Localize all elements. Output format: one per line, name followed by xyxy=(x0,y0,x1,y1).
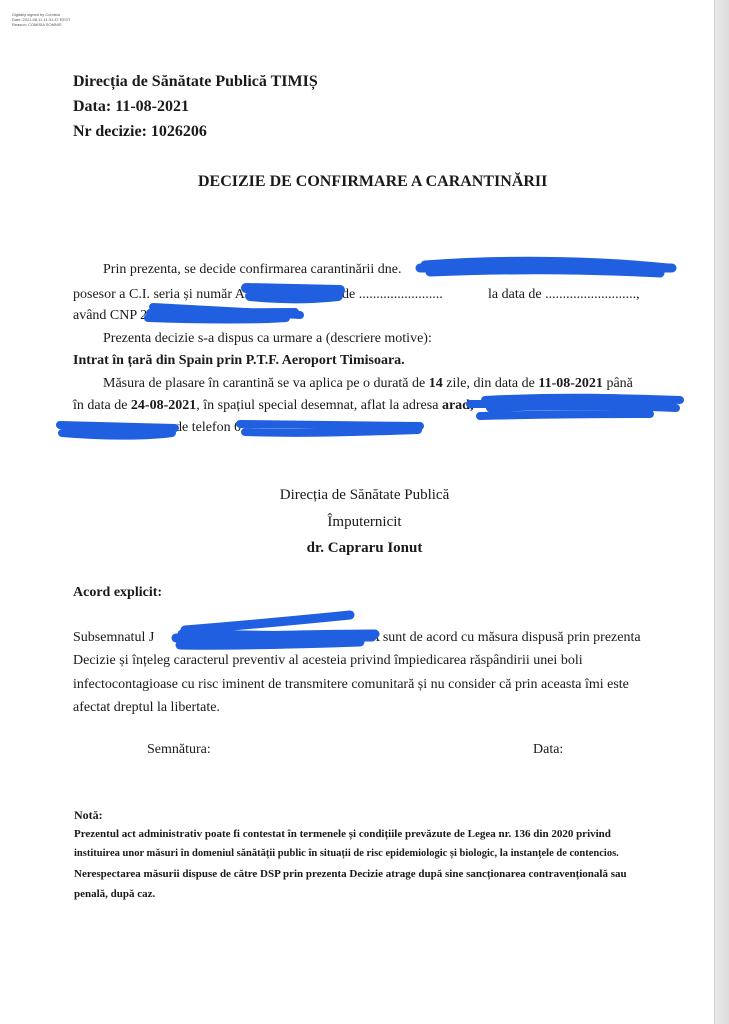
note-heading: Notă: xyxy=(74,808,103,822)
reason-text: Intrat în țară din Spain prin P.T.F. Aeroport Timisoara. xyxy=(73,353,405,368)
stamp-line: Date: 2021.08.11 11:31:47 EEST xyxy=(12,17,71,22)
consent-line: afectat dreptul la libertate. xyxy=(73,700,220,715)
body-line: Prezenta decizie s-a dispus ca urmare a (descriere motive): xyxy=(103,331,432,346)
consent-line: Decizie și înțeleg caracterul preventiv al acesteia privind împiedicarea răspândirii unei boli xyxy=(73,653,583,668)
signature-role: Împuternicit xyxy=(327,514,402,530)
redaction-address-2 xyxy=(60,425,175,436)
consent-heading: Acord explicit: xyxy=(73,585,163,600)
consent-line: infectocontagioase cu risc iminent de transmitere comunitară și nu consider că prin aceasta îmi este xyxy=(73,677,629,692)
consent-line: Subsemnatul J xyxy=(73,630,155,645)
redaction-phone xyxy=(240,424,420,433)
body-text: în data de xyxy=(73,398,128,413)
duration-days: 14 xyxy=(428,376,443,391)
consent-line: A sunt de acord cu măsura dispusă prin prezenta xyxy=(370,630,641,645)
note-line: penală, după caz. xyxy=(74,888,156,900)
signature-name: dr. Capraru Ionut xyxy=(306,540,423,556)
redaction-consent-name xyxy=(176,615,375,645)
body-line: la data de .........................., xyxy=(488,287,640,302)
end-date: 24-08-2021 xyxy=(130,398,197,413)
note-line: Nerespectarea măsurii dispuse de către DSP prin prezenta Decizie atrage după sine sancționarea contravențională sau xyxy=(74,868,627,880)
redaction-id xyxy=(246,288,340,298)
decision-number: Nr decizie: 1026206 xyxy=(73,123,207,140)
redaction-cnp xyxy=(148,307,300,320)
signature-label: Semnătura: xyxy=(147,742,211,757)
body-line: de telefon 0 xyxy=(175,420,242,435)
stamp-line: Digitally signed by Comisia xyxy=(12,12,60,17)
redaction-name xyxy=(420,261,672,273)
body-line: având CNP 2 xyxy=(73,308,148,323)
start-date: 11-08-2021 xyxy=(538,376,603,391)
signature-org: Direcția de Sănătate Publică xyxy=(279,487,450,503)
stamp-line: Reason: COMISIA SOMNIS xyxy=(12,22,62,27)
page-title: DECIZIE DE CONFIRMARE A CARANTINĂRII xyxy=(198,173,548,190)
redaction-address xyxy=(470,398,680,416)
body-line: Prin prezenta, se decide confirmarea carantinării dne. xyxy=(103,262,402,277)
body-text: , în spațiul special desemnat, aflat la adresa xyxy=(196,398,439,413)
body-text: până xyxy=(606,376,633,391)
decision-date: Data: 11-08-2021 xyxy=(73,98,189,115)
note-line: Prezentul act administrativ poate fi contestat în termenele și condițiile prevăzute de Legea nr. 136 din 2020 privind xyxy=(74,828,611,840)
body-line: de ........................ xyxy=(342,287,443,302)
address: arad, xyxy=(441,398,474,413)
body-text: zile, din data de xyxy=(446,376,535,391)
note-line: instituirea unor măsuri în domeniul sănătății public în situații de risc epidemiologic și biologic, la instanțele de contencios. xyxy=(74,848,619,859)
authority-name: Direcția de Sănătate Publică TIMIȘ xyxy=(73,73,318,90)
body-text: Măsura de plasare în carantină se va aplica pe o durată de xyxy=(103,376,426,391)
body-line: posesor a C.I. seria și număr A xyxy=(73,287,245,302)
date-label: Data: xyxy=(533,742,564,757)
